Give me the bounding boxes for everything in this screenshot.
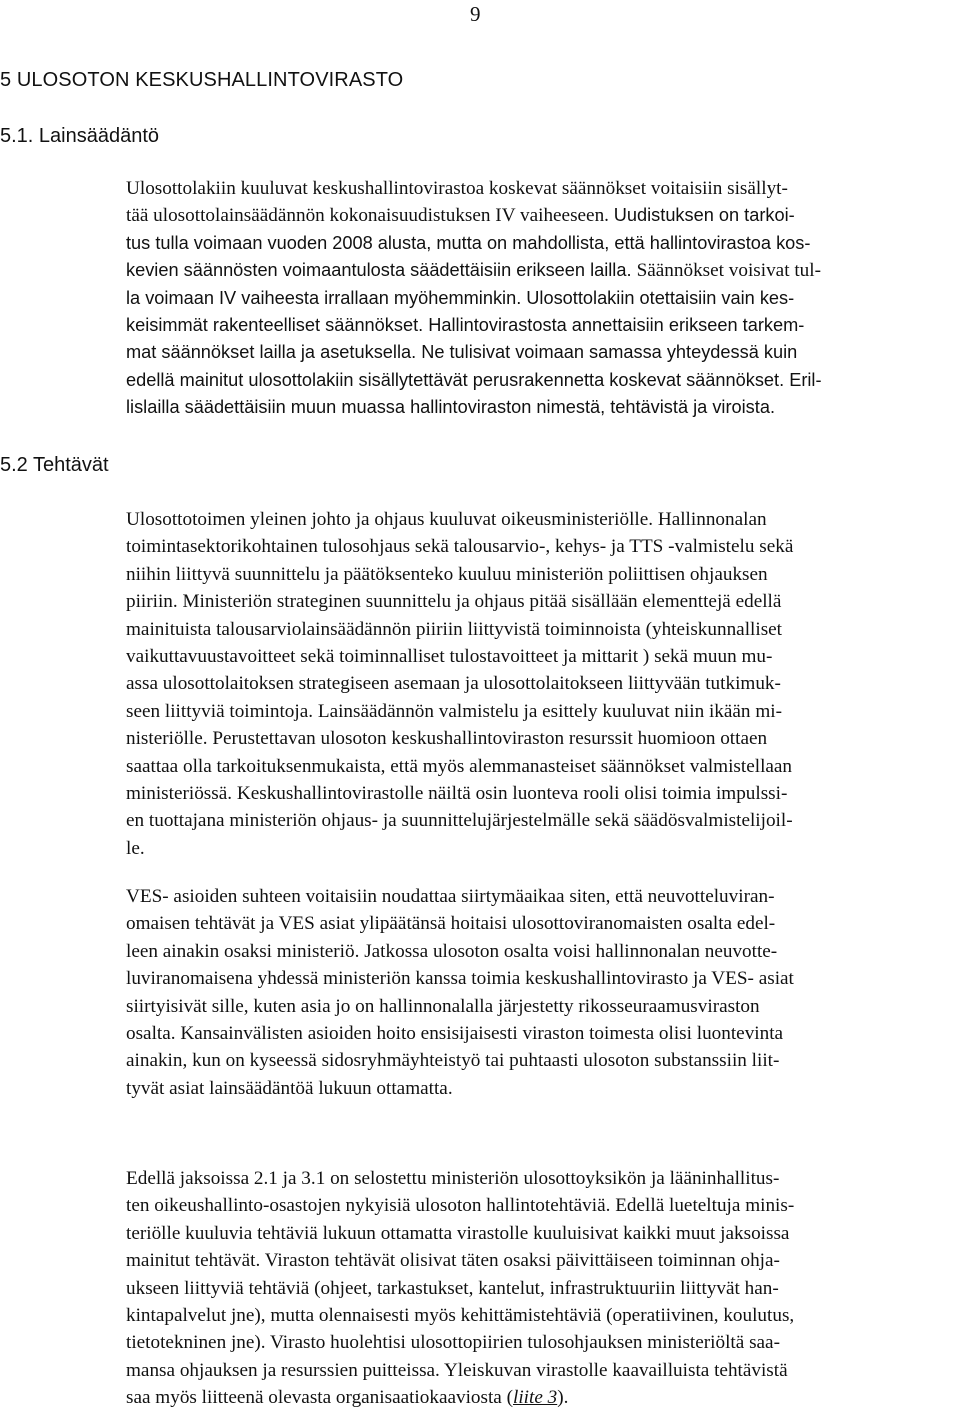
text-line: vaikuttavuustavoitteet sekä toiminnalliset tulostavoitteet ja mittarit ) sekä muun mu- bbox=[126, 646, 773, 668]
paragraph-tasks-ministry bbox=[126, 506, 954, 862]
text-line: piiriin. Ministeriön strateginen suunnittelu ja ohjaus pitää sisällään elementtejä edellä bbox=[126, 591, 782, 613]
text-line: omaisen tehtävät ja VES asiat ylipäätänsä hoitaisi ulosottoviranomaisten osalta edel- bbox=[126, 913, 776, 935]
text-line: toimintasektorikohtainen tulosohjaus sekä talousarvio-, kehys- ja TTS -valmistelu sekä bbox=[126, 536, 794, 558]
text-line: saattaa olla tarkoituksenmukaista, että myös alemmanasteiset säännökset valmistellaan bbox=[126, 755, 793, 777]
text-line: assa ulosottolaitoksen strategiseen asemaan ja ulosottolaitokseen liittyvään tutkimuk- bbox=[126, 673, 781, 695]
text-line: leen ainakin osaksi ministeriö. Jatkossa ulosoton osalta voisi hallinnonalan neuvotte- bbox=[126, 940, 778, 962]
text-line: osalta. Kansainvälisten asioiden hoito ensisijaisesti viraston toimesta olisi luontevinta bbox=[126, 1023, 784, 1045]
text-line: ukseen liittyviä tehtäviä (ohjeet, tarkastukset, kantelut, infrastruktuuriin liittyvät han- bbox=[126, 1277, 779, 1299]
text-line: lislailla säädettäisiin muun muassa hallintoviraston nimestä, tehtävistä ja viroista. bbox=[126, 397, 775, 418]
text-line: mainitut tehtävät. Viraston tehtävät olisivat täten osaksi päivittäiseen toiminnan ohja- bbox=[126, 1250, 780, 1272]
text-line: niihin liittyvä suunnittelu ja päätöksenteko kuuluu ministeriön poliittisen ohjauksen bbox=[126, 563, 768, 585]
text-line: seen liittyviä toimintoja. Lainsäädännön valmistelu ja esittely kuuluvat niin ikään mi- bbox=[126, 700, 782, 722]
section-heading-tasks: 5.2 Tehtävät bbox=[0, 454, 109, 476]
text-line: luviranomaisena yhdessä ministeriön kanssa toimia keskushallintovirasto ja VES- asiat bbox=[126, 968, 794, 990]
text-line: kevien säännösten voimaantulosta säädettäisiin erikseen lailla. Säännökset voisivat tul- bbox=[126, 260, 821, 282]
text-line: ministeriössä. Keskushallintovirastolle näiltä osin luonteva rooli olisi toimia impulssi- bbox=[126, 783, 788, 805]
text-line: kintapalvelut jne), mutta olennaisesti myös kehittämistehtäviä (operatiivinen, koulutus, bbox=[126, 1305, 795, 1327]
paragraph-ves-matters bbox=[126, 883, 954, 1102]
appendix-link[interactable]: liite 3 bbox=[513, 1387, 558, 1409]
text-line: ten oikeushallinto-osastojen nykyisiä ulosoton hallintotehtäviä. Edellä lueteltuja minis- bbox=[126, 1195, 795, 1217]
text-line: keisimmät rakenteelliset säännökset. Hallintovirastosta annettaisiin erikseen tarkem- bbox=[126, 315, 805, 336]
text-line: ainakin, kun on kyseessä sidosryhmäyhteistyö tai puhtaasti ulosoton substanssiin liit- bbox=[126, 1050, 780, 1072]
text-line: edellä mainitut ulosottolakiin sisällytettävät perusrakennetta koskevat säännökset. Eril- bbox=[126, 369, 822, 390]
text-line: Ulosottolakiin kuuluvat keskushallintovirastoa koskevat säännökset voitaisiin sisällyt- bbox=[126, 178, 788, 199]
text-line: teriölle kuuluvia tehtäviä lukuun ottamatta virastolle kuuluisivat kaikki muut jaksoissa bbox=[126, 1222, 790, 1244]
text-line: siirtyisivät sille, kuten asia jo on hallinnonalalla järjestetty rikosseuraamusviraston bbox=[126, 995, 760, 1017]
text-line: tyvät asiat lainsäädäntöä lukuun ottamatta. bbox=[126, 1077, 453, 1099]
page-number: 9 bbox=[470, 2, 481, 26]
paragraph-agency-tasks bbox=[126, 1165, 954, 1412]
chapter-heading: 5 ULOSOTON KESKUSHALLINTOVIRASTO bbox=[0, 69, 404, 91]
text-line: tietotekninen jne). Virasto huolehtisi ulosottopiirien tulosohjauksen ministeriöltä saa- bbox=[126, 1332, 780, 1354]
text-line: nisteriölle. Perustettavan ulosoton keskushallintoviraston resurssit huomioon ottaen bbox=[126, 728, 768, 750]
text-line: tus tulla voimaan vuoden 2008 alusta, mutta on mahdollista, että hallintovirastoa kos- bbox=[126, 232, 811, 253]
text-line: mainituista talousarviolainsäädännön piiriin liittyvistä toiminnoista (yhteiskunnalliset bbox=[126, 618, 783, 640]
text-line: la voimaan IV vaiheesta irrallaan myöhemminkin. Ulosottolakiin otettaisiin vain kes- bbox=[126, 287, 795, 308]
text-line: Edellä jaksoissa 2.1 ja 3.1 on selostettu ministeriön ulosottoyksikön ja lääninhallitus- bbox=[126, 1168, 780, 1189]
paragraph-legislation bbox=[126, 175, 954, 422]
text-line: tää ulosottolainsäädännön kokonaisuudistuksen IV vaiheeseen. Uudistuksen on tarkoi- bbox=[126, 205, 795, 227]
text-line: en tuottajana ministeriön ohjaus- ja suunnittelujärjestelmälle sekä säädösvalmistelijoil- bbox=[126, 810, 793, 832]
text-line: VES- asioiden suhteen voitaisiin noudattaa siirtymäaikaa siten, että neuvotteluviran- bbox=[126, 886, 775, 907]
text-line: Ulosottotoimen yleinen johto ja ohjaus kuuluvat oikeusministeriölle. Hallinnonalan bbox=[126, 509, 767, 530]
text-line: le. bbox=[126, 837, 145, 859]
text-line: mansa ohjauksen ja resurssien puitteissa. Yleiskuvan virastolle kaavailluista tehtävistä bbox=[126, 1359, 788, 1381]
text-line: saa myös liitteenä olevasta organisaatiokaaviosta (liite 3). bbox=[126, 1387, 569, 1409]
text-line: mat säännökset lailla ja asetuksella. Ne tulisivat voimaan samassa yhteydessä kuin bbox=[126, 342, 798, 363]
section-heading-legislation: 5.1. Lainsäädäntö bbox=[0, 125, 160, 147]
